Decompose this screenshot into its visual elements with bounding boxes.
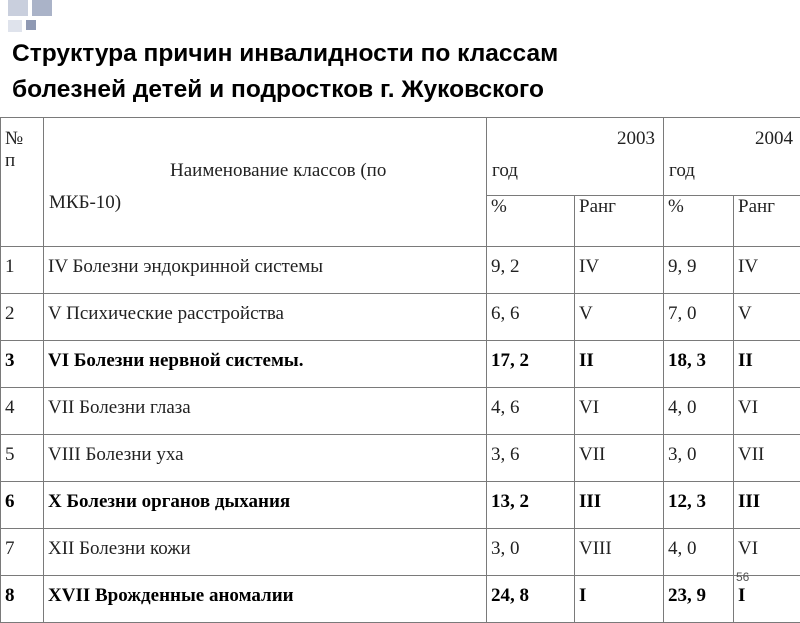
decoration-square xyxy=(8,0,28,16)
row-percent-2004: 7, 0 xyxy=(664,294,734,341)
header-year-2003 xyxy=(487,118,664,196)
row-percent-2004: 23, 9 xyxy=(664,576,734,623)
row-number: 3 xyxy=(1,341,44,388)
row-percent-2004: 18, 3 xyxy=(664,341,734,388)
row-percent-2003: 3, 0 xyxy=(487,529,575,576)
row-class-name: IV Болезни эндокринной системы xyxy=(44,247,487,294)
table-row xyxy=(1,247,800,294)
table-row xyxy=(1,294,800,341)
header-number-p: п xyxy=(5,150,39,172)
header-number-cell xyxy=(1,118,44,247)
row-rank-2003: IV xyxy=(575,247,664,294)
row-rank-2004: VI xyxy=(734,388,800,435)
row-rank-2004: VI xyxy=(734,529,800,576)
table-row xyxy=(1,529,800,576)
slide-decoration xyxy=(0,0,64,34)
row-class-name: VI Болезни нервной системы. xyxy=(44,341,487,388)
row-percent-2003: 17, 2 xyxy=(487,341,575,388)
subheader-rank-2003: Ранг xyxy=(575,196,664,247)
subheader-percent-2004: % xyxy=(664,196,734,247)
row-percent-2003: 3, 6 xyxy=(487,435,575,482)
row-rank-2003: I xyxy=(575,576,664,623)
table-header-row xyxy=(1,118,800,196)
row-number: 4 xyxy=(1,388,44,435)
row-class-name: XVII Врожденные аномалии xyxy=(44,576,487,623)
row-percent-2004: 9, 9 xyxy=(664,247,734,294)
table-row xyxy=(1,388,800,435)
slide-title-line2: болезней детей и подростков г. Жуковского xyxy=(12,72,792,108)
row-percent-2003: 6, 6 xyxy=(487,294,575,341)
header-class-name-line1: Наименование классов (по xyxy=(170,160,386,182)
slide-title xyxy=(12,36,792,108)
row-number: 8 xyxy=(1,576,44,623)
decoration-square xyxy=(8,20,22,32)
row-percent-2003: 9, 2 xyxy=(487,247,575,294)
header-year-2003-word: год xyxy=(492,160,518,182)
page-number: 56 xyxy=(736,570,749,584)
header-year-2003-number: 2003 xyxy=(617,128,655,150)
subheader-rank-2004: Ранг xyxy=(734,196,800,247)
row-rank-2003: II xyxy=(575,341,664,388)
table-row xyxy=(1,341,800,388)
row-class-name: V Психические расстройства xyxy=(44,294,487,341)
row-rank-2003: VII xyxy=(575,435,664,482)
row-rank-2003: III xyxy=(575,482,664,529)
row-percent-2003: 4, 6 xyxy=(487,388,575,435)
disability-causes-table xyxy=(0,117,800,623)
header-year-2004-word: год xyxy=(669,160,695,182)
table-row xyxy=(1,435,800,482)
row-class-name: VIII Болезни уха xyxy=(44,435,487,482)
row-percent-2004: 12, 3 xyxy=(664,482,734,529)
table-row xyxy=(1,482,800,529)
row-number: 2 xyxy=(1,294,44,341)
row-rank-2003: VIII xyxy=(575,529,664,576)
row-class-name: Х Болезни органов дыхания xyxy=(44,482,487,529)
row-percent-2004: 3, 0 xyxy=(664,435,734,482)
header-number-symbol: № xyxy=(5,128,39,150)
row-rank-2004: III xyxy=(734,482,800,529)
row-number: 6 xyxy=(1,482,44,529)
row-percent-2003: 13, 2 xyxy=(487,482,575,529)
row-number: 7 xyxy=(1,529,44,576)
row-percent-2004: 4, 0 xyxy=(664,388,734,435)
row-class-name: XII Болезни кожи xyxy=(44,529,487,576)
subheader-percent-2003: % xyxy=(487,196,575,247)
row-percent-2003: 24, 8 xyxy=(487,576,575,623)
header-class-name-line2: МКБ-10) xyxy=(49,192,121,214)
decoration-square xyxy=(32,0,52,16)
row-rank-2004: V xyxy=(734,294,800,341)
header-year-2004-number: 2004 xyxy=(755,128,793,150)
row-rank-2004: VII xyxy=(734,435,800,482)
row-rank-2003: V xyxy=(575,294,664,341)
row-rank-2004: II xyxy=(734,341,800,388)
header-year-2004 xyxy=(664,118,800,196)
row-rank-2004: IV xyxy=(734,247,800,294)
row-rank-2003: VI xyxy=(575,388,664,435)
row-number: 5 xyxy=(1,435,44,482)
header-class-name-cell xyxy=(44,118,487,247)
slide-title-line1: Структура причин инвалидности по классам xyxy=(12,36,792,72)
table-row xyxy=(1,576,800,623)
row-class-name: VII Болезни глаза xyxy=(44,388,487,435)
row-percent-2004: 4, 0 xyxy=(664,529,734,576)
decoration-square xyxy=(26,20,36,30)
row-number: 1 xyxy=(1,247,44,294)
row-rank-2004: I xyxy=(734,576,800,623)
